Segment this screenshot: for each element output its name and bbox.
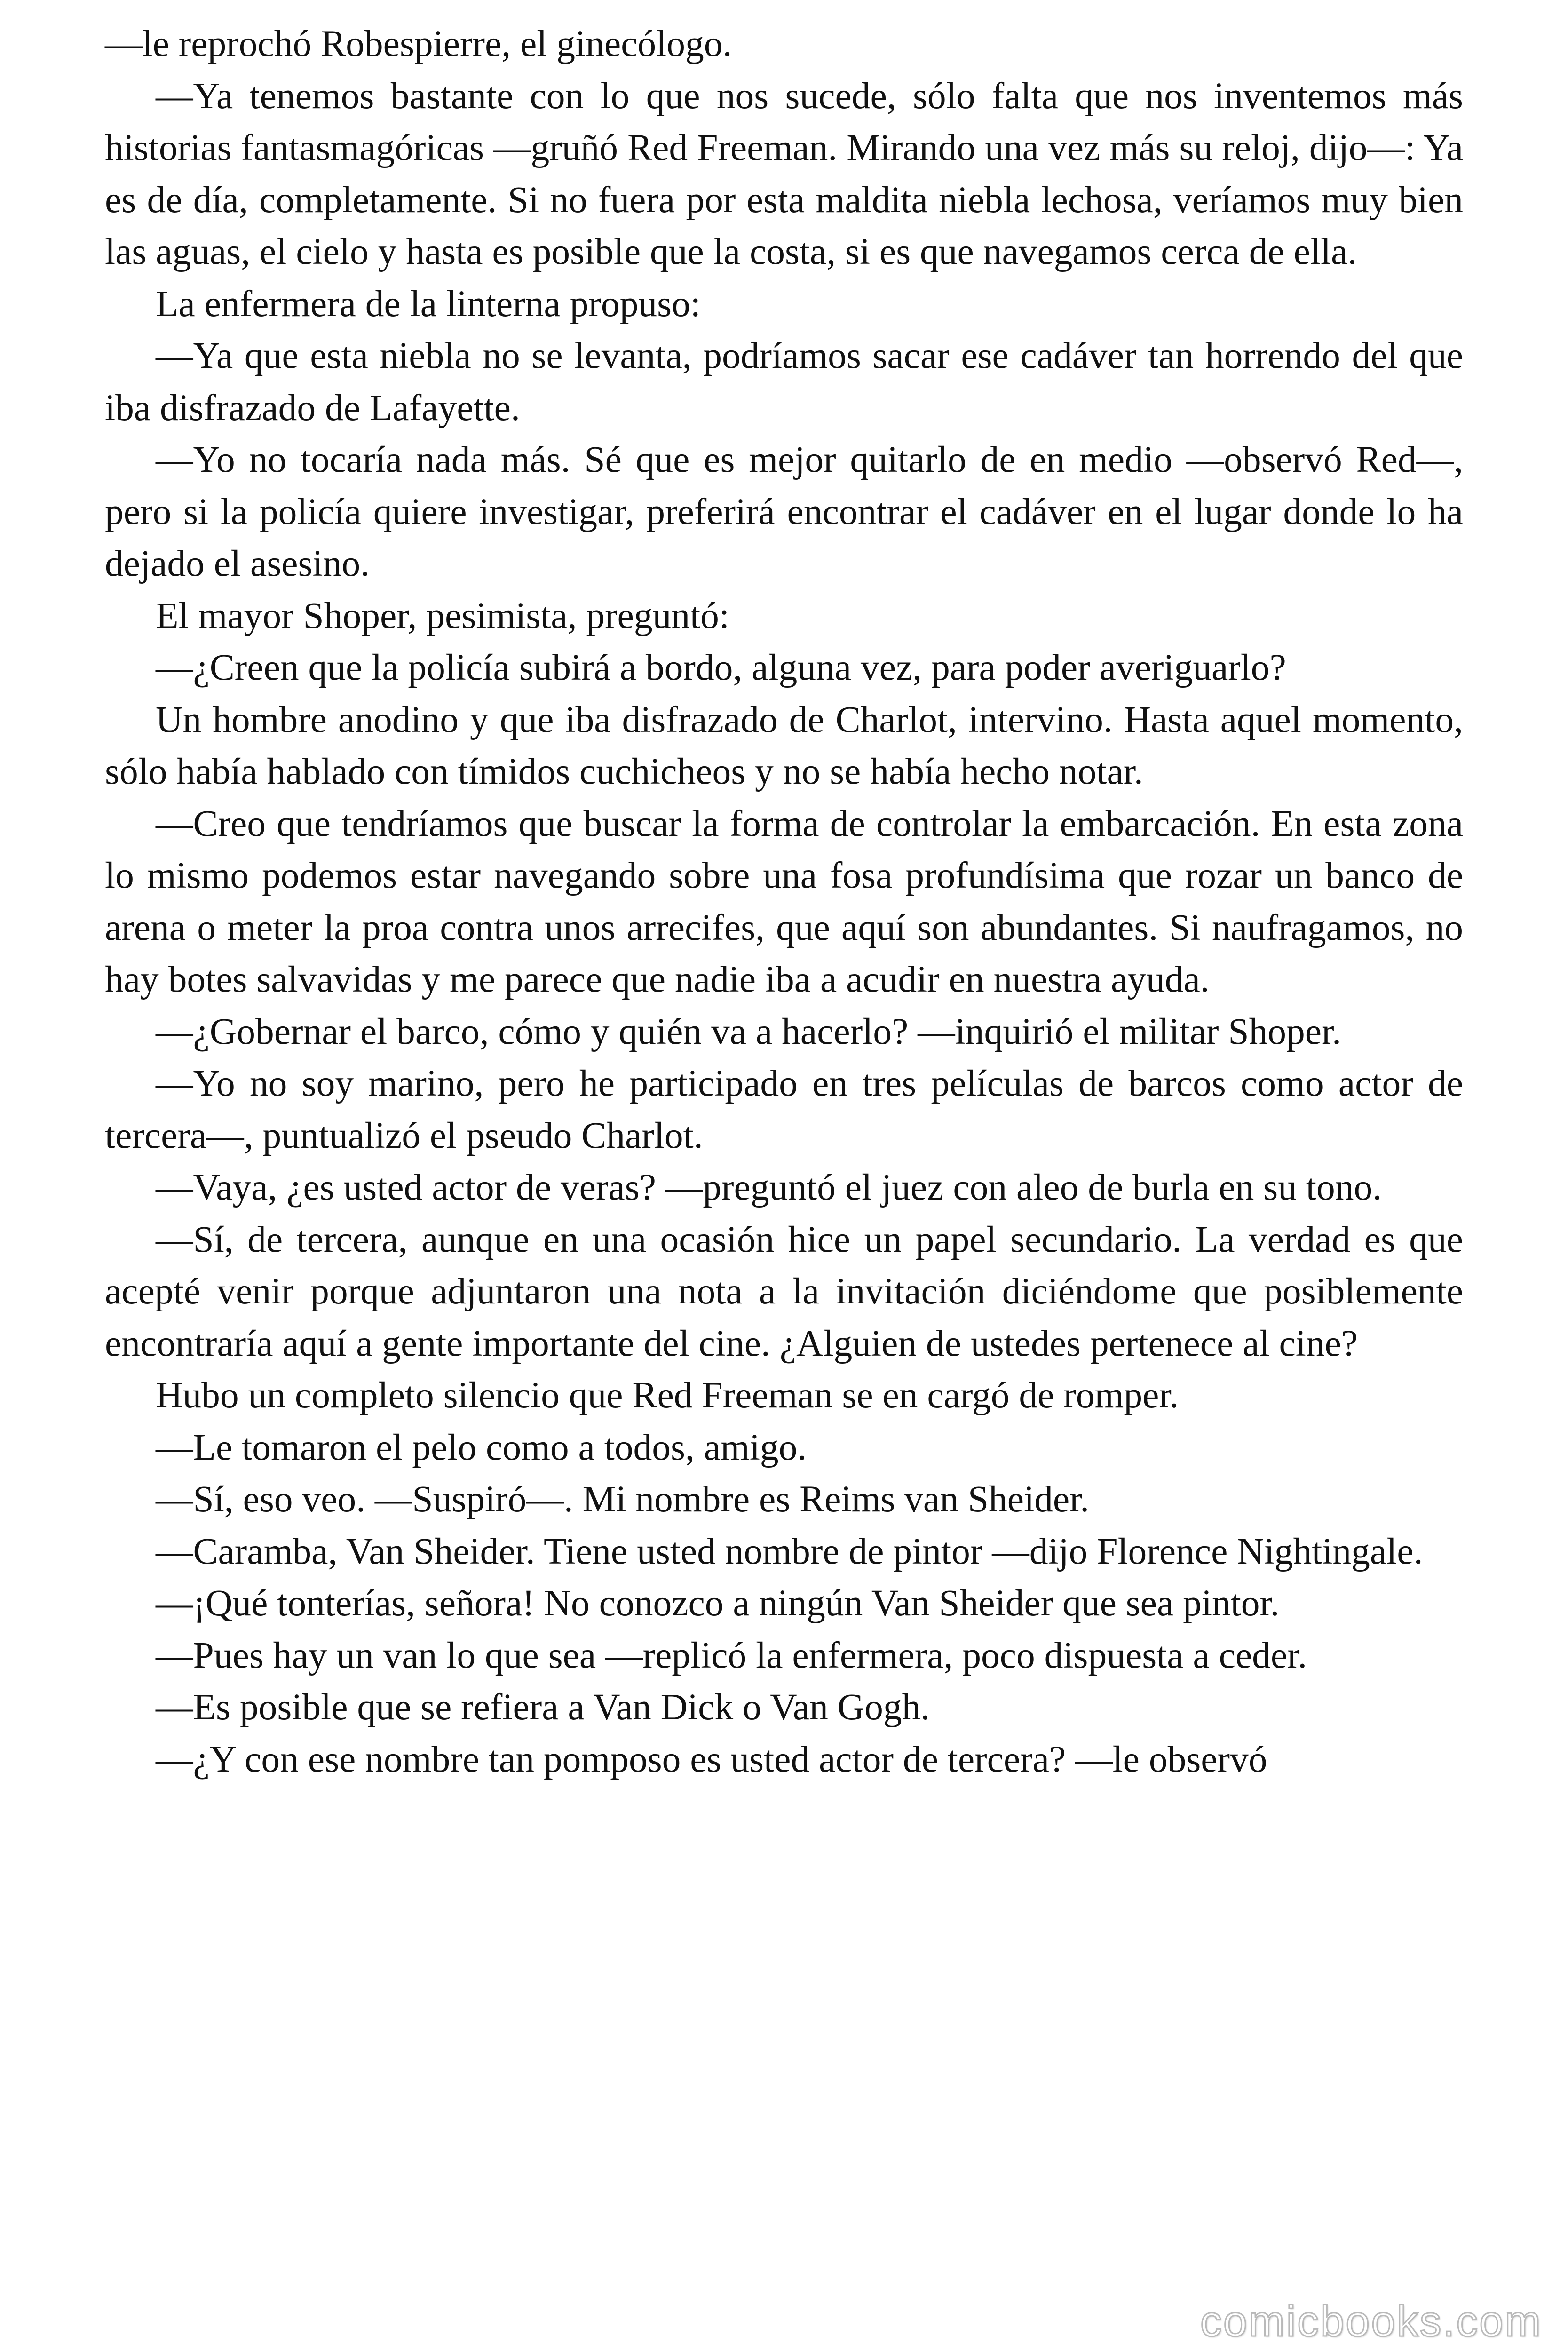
paragraph-15: —Le tomaron el pelo como a todos, amigo.: [156, 1426, 807, 1468]
paragraph-2: —Ya tenemos bastante con lo que nos sucede, sólo falta que nos inventemos más historias fantasmagóricas —gruñó Red Freeman. Mirando una vez más su reloj, dijo—: Ya es de día, completamente. Si no fuera por esta maldita niebla lechosa, veríamos muy bien las aguas, el cielo y hasta es posible que la costa, si es que navegamos cerca de ella.: [105, 75, 1463, 272]
paragraph-12: —Vaya, ¿es usted actor de veras? —preguntó el juez con aleo de burla en su tono.: [156, 1167, 1382, 1208]
paragraph-6: El mayor Shoper, pesimista, preguntó:: [156, 595, 730, 636]
paragraph-11: —Yo no soy marino, pero he participado en tres películas de barcos como actor de tercera—, puntualizó el pseudo Charlot.: [105, 1063, 1463, 1156]
paragraph-3: La enfermera de la linterna propuso:: [156, 283, 701, 325]
paragraph-8: Un hombre anodino y que iba disfrazado de Charlot, intervino. Hasta aquel momento, sólo había hablado con tímidos cuchicheos y no se había hecho notar.: [105, 699, 1463, 792]
paragraph-20: —Es posible que se refiera a Van Dick o Van Gogh.: [156, 1686, 930, 1728]
paragraph-17: —Caramba, Van Sheider. Tiene usted nombre de pintor —dijo Florence Nightingale.: [156, 1530, 1423, 1572]
paragraph-10: —¿Gobernar el barco, cómo y quién va a hacerlo? —inquirió el militar Shoper.: [156, 1010, 1342, 1052]
paragraph-9: —Creo que tendríamos que buscar la forma de controlar la embarcación. En esta zona lo mismo podemos estar navegando sobre una fosa profundísima que rozar un banco de arena o meter la proa contra unos arrecifes, que aquí son abundantes. Si naufragamos, no hay botes salvavidas y me parece que nadie iba a acudir en nuestra ayuda.: [105, 803, 1463, 1000]
paragraph-1: —le reprochó Robespierre, el ginecólogo.: [105, 23, 732, 64]
paragraph-5: —Yo no tocaría nada más. Sé que es mejor quitarlo de en medio —observó Red—, pero si la policía quiere investigar, preferirá encontrar el cadáver en el lugar donde lo ha dejado el asesino.: [105, 439, 1463, 584]
paragraph-4: —Ya que esta niebla no se levanta, podríamos sacar ese cadáver tan horrendo del que iba disfrazado de Lafayette.: [105, 335, 1463, 429]
page-text: [105, 18, 1463, 1785]
paragraph-14: Hubo un completo silencio que Red Freeman se en cargó de romper.: [156, 1375, 1179, 1416]
paragraph-21: —¿Y con ese nombre tan pomposo es usted actor de tercera? —le observó: [156, 1738, 1267, 1780]
paragraph-16: —Sí, eso veo. —Suspiró—. Mi nombre es Reims van Sheider.: [156, 1478, 1090, 1520]
paragraph-19: —Pues hay un van lo que sea —replicó la enfermera, poco dispuesta a ceder.: [156, 1634, 1307, 1676]
paragraph-7: —¿Creen que la policía subirá a bordo, alguna vez, para poder averiguarlo?: [156, 647, 1286, 688]
watermark: comicbooks.com: [1200, 2297, 1542, 2345]
paragraph-18: —¡Qué tonterías, señora! No conozco a ningún Van Sheider que sea pintor.: [156, 1582, 1280, 1624]
paragraph-13: —Sí, de tercera, aunque en una ocasión hice un papel secundario. La verdad es que acepté venir porque adjuntaron una nota a la invitación diciéndome que posiblemente encontraría aquí a gente importante del cine. ¿Alguien de ustedes pertenece al cine?: [105, 1218, 1463, 1364]
